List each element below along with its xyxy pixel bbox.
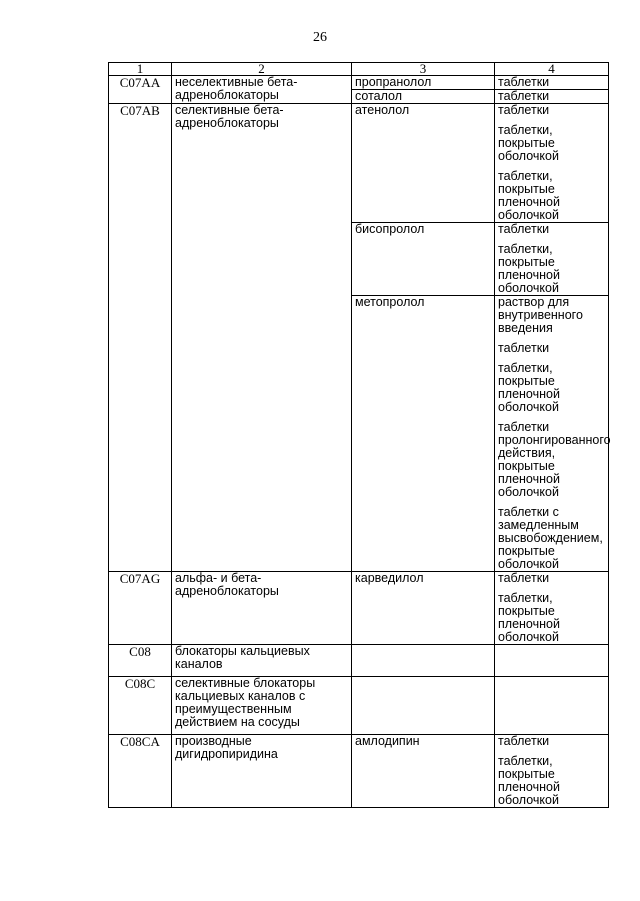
- dosage-form-item: таблетки, покрытые пленочной оболочкой: [498, 591, 560, 644]
- drug-group-cell: блокаторы кальциевых каналов: [172, 645, 352, 677]
- atc-code-cell: C08CA: [109, 735, 172, 808]
- table-row: [109, 104, 609, 223]
- dosage-form-item: таблетки, покрытые пленочной оболочкой: [498, 242, 560, 295]
- atc-code-cell: C08C: [109, 677, 172, 735]
- drug-group-cell: неселективные бета-адреноблокаторы: [172, 76, 352, 104]
- drug-group-cell: производные дигидропиридина: [172, 735, 352, 808]
- dosage-form-item: таблетки: [498, 75, 550, 89]
- column-header-3: 3: [352, 63, 495, 76]
- drug-name-cell: соталол: [352, 90, 495, 104]
- dosage-form-item: таблетки, покрытые пленочной оболочкой: [498, 169, 560, 222]
- dosage-form-cell: [495, 90, 609, 104]
- drug-name-cell: атенолол: [352, 104, 495, 223]
- dosage-form-item: таблетки пролонгированного действия, покрытые пленочной оболочкой: [498, 420, 611, 499]
- dosage-form-cell: [495, 296, 609, 572]
- dosage-form-item: таблетки, покрытые пленочной оболочкой: [498, 754, 560, 807]
- drug-name-cell: бисопролол: [352, 223, 495, 296]
- atc-code-cell: C08: [109, 645, 172, 677]
- table-row: [109, 645, 609, 677]
- dosage-form-cell: [495, 223, 609, 296]
- dosage-form-cell: [495, 677, 609, 735]
- dosage-form-item: таблетки: [498, 734, 550, 748]
- drug-name-cell: амлодипин: [352, 735, 495, 808]
- drug-name-cell: пропранолол: [352, 76, 495, 90]
- table-row: [109, 572, 609, 645]
- table-row: [109, 677, 609, 735]
- atc-code-cell: C07AA: [109, 76, 172, 104]
- page-number: 26: [313, 30, 327, 45]
- dosage-form-cell: [495, 104, 609, 223]
- drug-name-cell: [352, 677, 495, 735]
- atc-code-cell: C07AG: [109, 572, 172, 645]
- dosage-form-item: таблетки, покрытые пленочной оболочкой: [498, 361, 560, 414]
- dosage-form-item: таблетки, покрытые оболочкой: [498, 123, 559, 163]
- dosage-form-item: раствор для внутривенного введения: [498, 295, 583, 335]
- drug-name-cell: карведилол: [352, 572, 495, 645]
- table-body: [109, 76, 609, 808]
- atc-code-cell: C07AB: [109, 104, 172, 572]
- drug-name-cell: метопролол: [352, 296, 495, 572]
- dosage-form-item: таблетки: [498, 103, 550, 117]
- drug-group-cell: селективные блокаторы кальциевых каналов с преимущественным действием на сосуды: [172, 677, 352, 735]
- medication-table: [108, 62, 609, 808]
- dosage-form-item: таблетки: [498, 571, 550, 585]
- table-row: [109, 735, 609, 808]
- dosage-form-item: таблетки: [498, 222, 550, 236]
- header-row: [109, 63, 609, 76]
- dosage-form-item: таблетки: [498, 341, 550, 355]
- drug-name-cell: [352, 645, 495, 677]
- dosage-form-cell: [495, 645, 609, 677]
- table-row: [109, 76, 609, 90]
- column-header-2: 2: [172, 63, 352, 76]
- dosage-form-item: таблетки с замедленным высвобождением, покрытые оболочкой: [498, 505, 603, 571]
- dosage-form-cell: [495, 572, 609, 645]
- dosage-form-cell: [495, 735, 609, 808]
- dosage-form-item: таблетки: [498, 89, 550, 103]
- drug-group-cell: селективные бета-адреноблокаторы: [172, 104, 352, 572]
- drug-group-cell: альфа- и бета-адреноблокаторы: [172, 572, 352, 645]
- dosage-form-cell: [495, 76, 609, 90]
- column-header-1: 1: [109, 63, 172, 76]
- column-header-4: 4: [495, 63, 609, 76]
